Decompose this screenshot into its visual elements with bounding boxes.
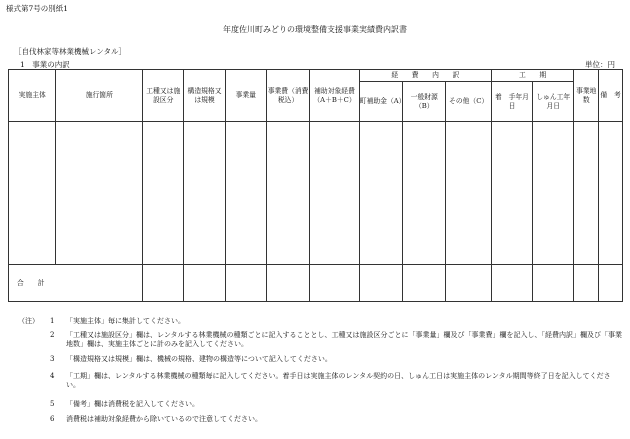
header-start: 着 手年月日 <box>491 82 532 122</box>
header-sites: 事業地数 <box>574 70 599 122</box>
cell-general[interactable] <box>403 122 446 265</box>
header-other: その他（C） <box>446 82 491 122</box>
notes-mark: （注） <box>18 317 39 325</box>
total-work-type[interactable] <box>143 265 184 302</box>
header-expense-group: 経 費 内 訳 <box>359 70 491 82</box>
total-end[interactable] <box>533 265 574 302</box>
total-quantity[interactable] <box>225 265 266 302</box>
total-cost[interactable] <box>266 265 309 302</box>
category-label: ［自伐林家等林業機械レンタル］ <box>14 47 127 56</box>
cell-remarks[interactable] <box>599 122 623 265</box>
total-eligible[interactable] <box>310 265 360 302</box>
cell-work-type[interactable] <box>143 122 184 265</box>
cell-location[interactable] <box>56 122 143 265</box>
total-subsidy[interactable] <box>359 265 402 302</box>
total-remarks[interactable] <box>599 265 623 302</box>
cell-subsidy[interactable] <box>359 122 402 265</box>
table-row <box>9 122 623 265</box>
total-general[interactable] <box>403 265 446 302</box>
cell-eligible[interactable] <box>310 122 360 265</box>
cell-quantity[interactable] <box>225 122 266 265</box>
total-spec[interactable] <box>184 265 225 302</box>
page-title: 年度佐川町みどりの環境整備支援事業実績費内訳書 <box>223 25 407 34</box>
total-start[interactable] <box>491 265 532 302</box>
header-period-group: 工 期 <box>491 70 574 82</box>
total-row <box>9 265 623 302</box>
header-work-type: 工種又は施設区分 <box>143 70 184 122</box>
header-implementer: 実施主体 <box>9 70 56 122</box>
cell-implementer[interactable] <box>9 122 56 265</box>
header-spec: 構造規格又は規模 <box>184 70 225 122</box>
cell-start[interactable] <box>491 122 532 265</box>
total-sites[interactable] <box>574 265 599 302</box>
header-location: 施行箇所 <box>56 70 143 122</box>
form-number: 様式第7号の別紙1 <box>6 4 69 13</box>
header-quantity: 事業量 <box>225 70 266 122</box>
header-eligible: 補助対象経費（A＋B＋C） <box>310 70 360 122</box>
total-other[interactable] <box>446 265 491 302</box>
cell-other[interactable] <box>446 122 491 265</box>
cell-cost[interactable] <box>266 122 309 265</box>
cell-spec[interactable] <box>184 122 225 265</box>
expense-breakdown-table <box>8 69 623 302</box>
header-remarks: 備 考 <box>599 70 623 122</box>
header-general: 一般財源（B） <box>403 82 446 122</box>
total-label: 合計 <box>9 265 143 302</box>
header-cost: 事業費（消費税込） <box>266 70 309 122</box>
header-end: しゅん工年月日 <box>533 82 574 122</box>
cell-end[interactable] <box>533 122 574 265</box>
section-heading: 1 事業の内訳 <box>20 60 70 69</box>
header-subsidy: 町補助金（A） <box>359 82 402 122</box>
unit-label: 単位：円 <box>585 60 615 69</box>
cell-sites[interactable] <box>574 122 599 265</box>
